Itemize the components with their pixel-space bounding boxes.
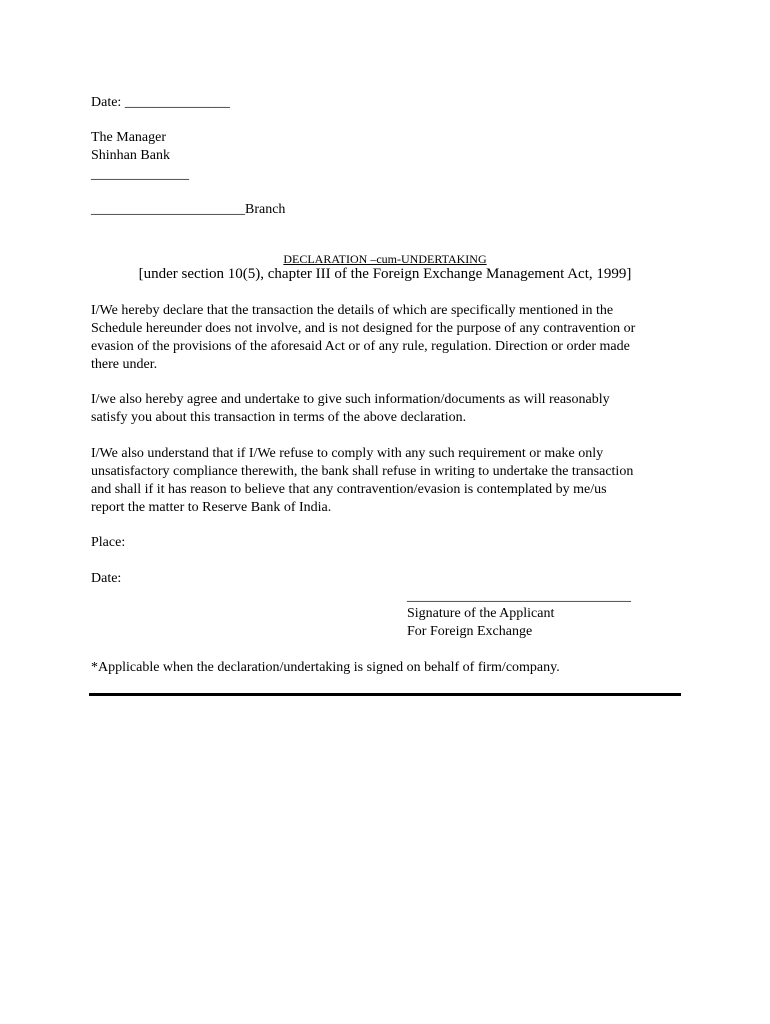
paragraph-declaration [91, 302, 691, 374]
signature-subtitle: For Foreign Exchange [407, 624, 533, 639]
paragraph-line: evasion of the provisions of the aforesaid Act or of any rule, regulation. Direction or order made [91, 339, 630, 354]
recipient-title: The Manager [91, 130, 167, 145]
paragraph-line: I/we also hereby agree and undertake to give such information/documents as will reasonably [91, 392, 610, 407]
branch-line: ______________________Branch [91, 202, 286, 217]
paragraph-line: there under. [91, 357, 158, 372]
signature-line: ________________________________ [407, 589, 631, 604]
paragraph-line: report the matter to Reserve Bank of India. [91, 500, 332, 515]
address-blank-line: ______________ [91, 167, 189, 182]
footer-divider [89, 693, 681, 696]
date-line: Date: _______________ [91, 95, 230, 110]
paragraph-line: satisfy you about this transaction in terms of the above declaration. [91, 410, 467, 425]
declaration-heading: DECLARATION –cum-UNDERTAKING [283, 252, 487, 266]
bank-name: Shinhan Bank [91, 148, 170, 163]
paragraph-line: and shall if it has reason to believe that any contravention/evasion is contemplated by me/us [91, 482, 607, 497]
paragraph-undertaking [91, 391, 691, 427]
paragraph-line: Schedule hereunder does not involve, and is not designed for the purpose of any contravention or [91, 321, 636, 336]
paragraph-line: unsatisfactory compliance therewith, the bank shall refuse in writing to undertake the transaction [91, 464, 634, 479]
applicability-note: *Applicable when the declaration/undertaking is signed on behalf of firm/company. [91, 660, 560, 675]
signature-label: Signature of the Applicant [407, 606, 555, 621]
paragraph-line: I/We also understand that if I/We refuse to comply with any such requirement or make only [91, 446, 604, 461]
place-label: Place: [91, 535, 126, 550]
footer-date-label: Date: [91, 571, 122, 586]
declaration-subheading: [under section 10(5), chapter III of the Foreign Exchange Management Act, 1999] [138, 266, 632, 282]
paragraph-understanding [91, 445, 691, 517]
paragraph-line: I/We hereby declare that the transaction the details of which are specifically mentioned in the [91, 303, 614, 318]
